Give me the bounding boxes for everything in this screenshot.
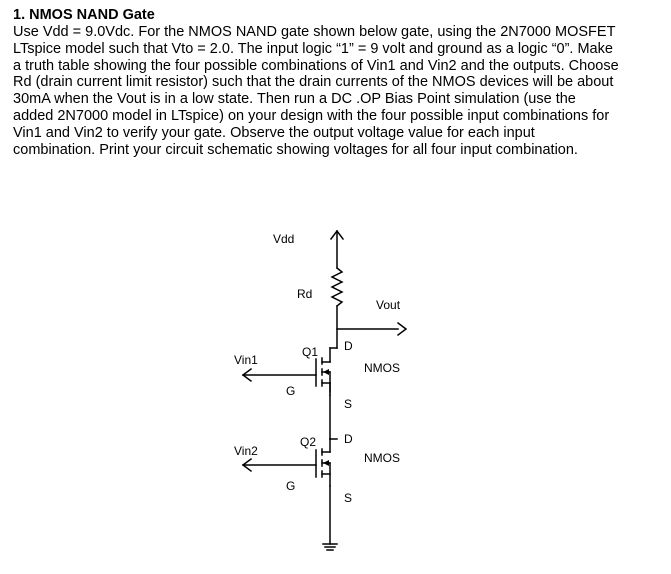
q2-gate-label: G — [286, 479, 296, 493]
rd-label: Rd — [297, 287, 313, 301]
problem-line-4: Rd (drain current limit resistor) such that the drain currents of the NMOS devices will be about — [13, 74, 614, 91]
q1-label: Q1 — [302, 345, 319, 359]
problem-line-5: 30mA when the Vout is in a low state. Then run a DC .OP Bias Point simulation (use the — [13, 91, 576, 108]
problem-line-3: a truth table showing the four possible combinations of Vin1 and Vin2 and the outputs. Choose — [13, 57, 619, 74]
problem-line-6: added 2N7000 model in LTspice) on your design with the four possible input combinations for — [13, 107, 610, 124]
vout-arrow — [398, 323, 406, 335]
rd-resistor — [332, 268, 342, 306]
problem-line-2: LTspice model such that Vto = 2.0. The input logic “1” = 9 volt and ground as a logic “0”. Make — [13, 40, 613, 57]
vin2-label: Vin2 — [234, 444, 258, 458]
q1-source-label: S — [344, 397, 353, 411]
vin1-label: Vin1 — [234, 353, 258, 367]
problem-line-7: Vin1 and Vin2 to verify your gate. Observe the output voltage value for each input — [13, 124, 535, 141]
q2-drain-label: D — [344, 432, 353, 446]
q1-gate-label: G — [286, 384, 296, 398]
q1-body-arrow — [323, 369, 329, 375]
q2-body-arrow — [323, 460, 329, 466]
q2-source-label: S — [344, 491, 353, 505]
problem-title: 1. NMOS NAND Gate — [13, 7, 155, 23]
q1-drain-label: D — [344, 339, 353, 353]
problem-line-8: combination. Print your circuit schematic showing voltages for all four input combination. — [13, 141, 578, 158]
vout-label: Vout — [376, 298, 401, 312]
problem-line-1: Use Vdd = 9.0Vdc. For the NMOS NAND gate shown below gate, using the 2N7000 MOSFET — [13, 24, 616, 40]
vdd-label: Vdd — [273, 232, 295, 246]
q1-nmos-label: NMOS — [364, 361, 400, 375]
q2-nmos-label: NMOS — [364, 451, 400, 465]
q2-label: Q2 — [300, 435, 317, 449]
